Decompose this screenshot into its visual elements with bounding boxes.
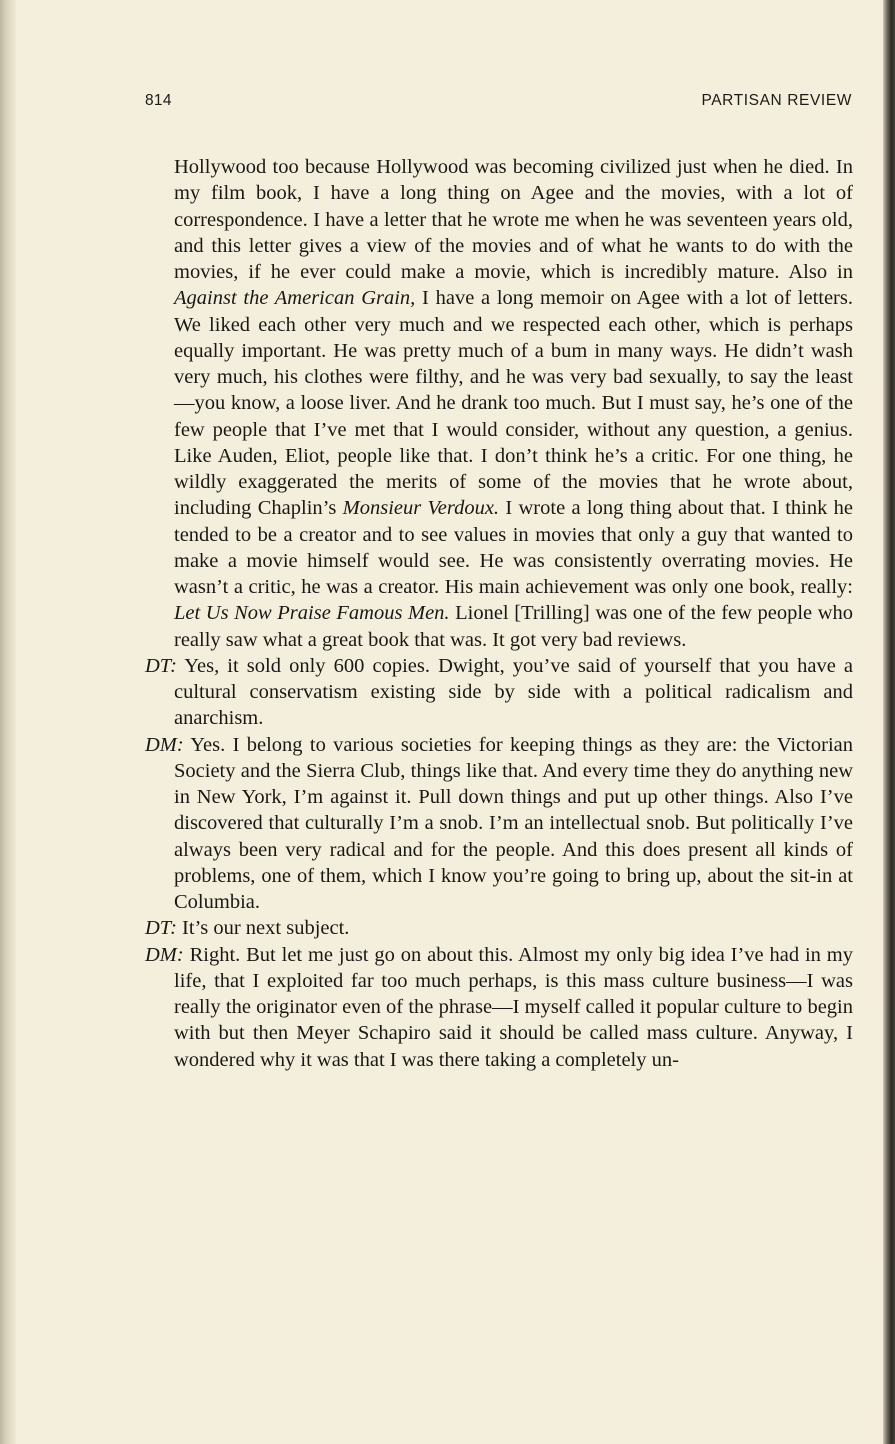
speaker-label: DM:	[145, 733, 184, 756]
text-run: I have a long memoir on Agee with a lot of letters. We liked each other very much and we respected each other, which is perhaps equally important. He was pretty much of a bum in many ways. He didn’t wash very much, his clothes were filthy, and he was very bad sexually, to say the least—you know, a loose liver. And he drank too much. But I must say, he’s one of the few people that I’ve met that I would consider, without any question, a genius. Like Auden, Eliot, people like that. I don’t think he’s a critic. For one thing, he wildly exaggerated the merits of some of the movies that he wrote about, including Chaplin’s	[174, 287, 853, 520]
text-run: Lionel [Trilling] was one of the few people who really saw what a great book that was. It got very bad reviews.	[174, 602, 854, 651]
running-head: PARTISAN REVIEW	[701, 92, 852, 109]
interview-exchange	[145, 915, 853, 941]
italic-title: Let Us Now Praise Famous Men.	[174, 602, 450, 625]
interview-exchange	[145, 653, 853, 732]
speaker-label: DT:	[145, 917, 177, 940]
italic-title: Monsieur Verdoux.	[342, 497, 500, 520]
interview-exchange	[145, 732, 853, 916]
text-run: Hollywood too because Hollywood was becoming civilized just when he died. In my film book, I have a long thing on Agee and the movies, with a lot of correspondence. I have a letter that he wrote me when he was seventeen years old, and this letter gives a view of the movies and of what he wants to do with the movies, if he ever could make a movie, which is incredibly mature. Also in	[174, 156, 853, 283]
italic-title: Against the American Grain,	[174, 287, 416, 310]
page-edge	[883, 0, 895, 1444]
speaker-label: DT:	[145, 654, 177, 677]
text-run: Right. But let me just go on about this. Almost my only big idea I’ve had in my life, that I exploited far too much perhaps, is this mass culture business—I was really the originator even of the phrase—I myself called it popular culture to begin with but then Meyer Schapiro said it should be called mass culture. Anyway, I wondered why it was that I was there taking a completely un-	[174, 943, 853, 1071]
page-header	[145, 92, 852, 116]
text-run: Yes, it sold only 600 copies. Dwight, you’ve said of yourself that you have a cultural conservatism existing side by side with a political radicalism and anarchism.	[174, 654, 853, 730]
speaker-label: DM:	[145, 943, 184, 966]
interview-exchange	[145, 942, 853, 1073]
paragraph	[145, 154, 853, 653]
body-text	[145, 154, 853, 1073]
page-number: 814	[145, 92, 172, 109]
binding-shadow	[0, 0, 16, 1444]
text-run: Yes. I belong to various societies for keeping things as they are: the Victorian Society and the Sierra Club, things like that. And every time they do anything new in New York, I’m against it. Pull down things and put up other things. Also I’ve discovered that culturally I’m a snob. I’m an intellectual snob. But politically I’ve always been very radical and for the people. And this does present all kinds of problems, one of them, which I know you’re going to bring up, about the sit-in at Columbia.	[174, 733, 853, 913]
text-run: It’s our next subject.	[176, 917, 350, 940]
text-run: I wrote a long thing about that. I think he tended to be a creator and to see values in movies that only a guy that wanted to make a movie himself would see. He was consistently overrating movies. He wasn’t a critic, he was a creator. His main achievement was only one book, really:	[174, 497, 853, 598]
